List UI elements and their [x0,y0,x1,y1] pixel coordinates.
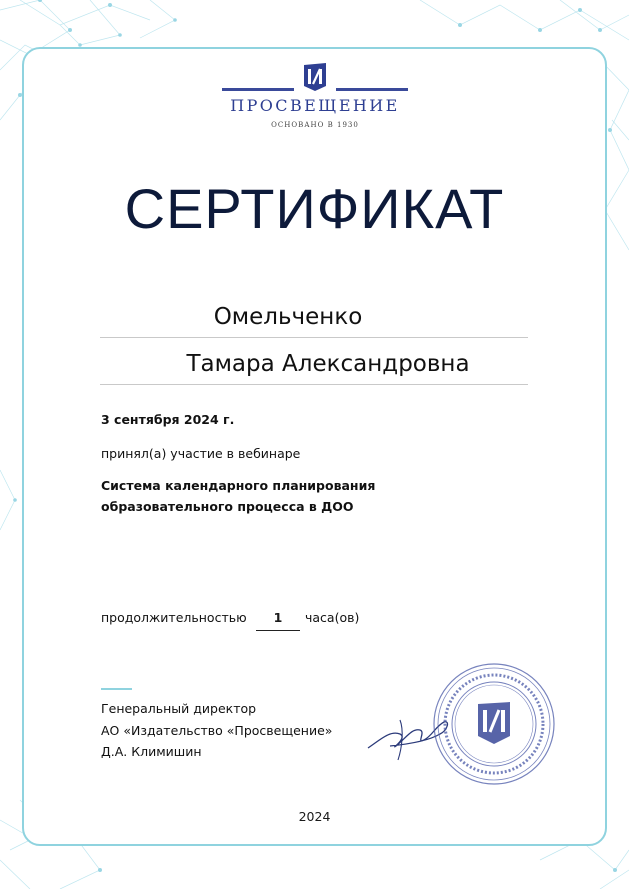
recipient-surname: Омельченко [213,304,363,330]
logo-line-right [336,88,408,91]
course-title-line2: образовательного процесса в ДОО [101,499,354,514]
duration-underline [256,630,300,631]
publisher-emblem-icon [302,62,328,92]
signatory-position: Генеральный директор [101,701,257,716]
logo-line-left [222,88,294,91]
footer-year: 2024 [298,809,331,824]
participation-text: принял(а) участие в вебинаре [101,446,301,461]
name-underline [100,384,528,385]
brand-name: ПРОСВЕЩЕНИЕ [230,96,400,115]
event-date: 3 сентября 2024 г. [101,412,235,427]
company-seal-stamp [430,660,558,788]
surname-underline [100,337,528,338]
recipient-name: Тамара Александровна [186,351,470,377]
duration-unit: часа(ов) [305,610,360,625]
duration-label: продолжительностью [101,610,247,625]
duration-value: 1 [273,610,283,625]
signatory-company: АО «Издательство «Просвещение» [101,723,333,738]
logo [222,62,408,134]
signature-accent-dash [101,688,132,690]
founded-note: ОСНОВАНО В 1930 [271,121,359,129]
course-title-line1: Система календарного планирования [101,478,376,493]
signatory-name: Д.А. Климишин [101,744,202,759]
certificate-title: СЕРТИФИКАТ [124,177,505,240]
